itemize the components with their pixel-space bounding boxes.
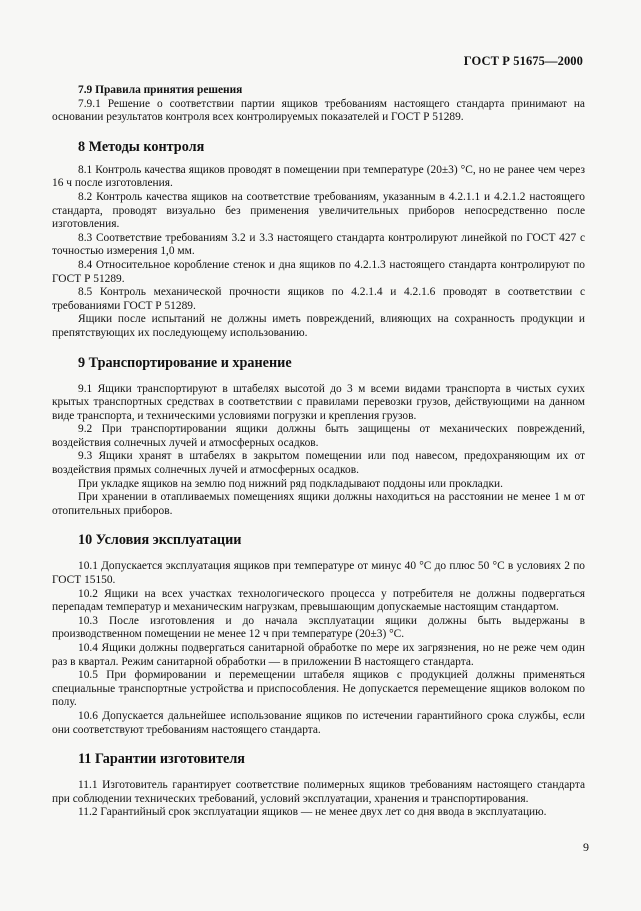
paragraph: 8.3 Соответствие требованиям 3.2 и 3.3 настоящего стандарта контролируют линейкой по ГОСТ 427 с точностью измерения 1,0 мм. [52, 231, 585, 258]
paragraph: 8.4 Относительное коробление стенок и дна ящиков по 4.2.1.3 настоящего стандарта контролируют по ГОСТ Р 51289. [52, 258, 585, 285]
paragraph: 10.5 При формировании и перемещении штабеля ящиков с продукцией должны применяться специальные транспортные устройства и приспособления. Не допускается перемещение ящиков волоком по полу. [52, 669, 585, 709]
paragraph: 10.2 Ящики на всех участках технологического процесса у потребителя не должны подвергаться перепадам температур и механическим нагрузкам, превышающим допускаемые настоящим стандартом. [52, 587, 585, 614]
paragraph: 9.3 Ящики хранят в штабелях в закрытом помещении или под навесом, предохраняющим их от воздействия прямых солнечных лучей и атмосферных осадков. [52, 450, 585, 477]
paragraph: 11.2 Гарантийный срок эксплуатации ящиков — не менее двух лет со дня ввода в эксплуатацию. [78, 806, 547, 819]
paragraph: 8.1 Контроль качества ящиков проводят в помещении при температуре (20±3) °С, но не ранее чем через 16 ч после изготовления. [52, 163, 585, 190]
section-7-9-title: 7.9 Правила принятия решения [78, 84, 243, 96]
paragraph: 10.6 Допускается дальнейшее использование ящиков по истечении гарантийного срока службы, если они соответствуют требованиям настоящего стандарта. [52, 709, 585, 736]
paragraph: При укладке ящиков на землю под нижний ряд подкладывают поддоны или прокладки. [78, 477, 503, 490]
paragraph: 9.1 Ящики транспортируют в штабелях высотой до 3 м всеми видами транспорта в чистых сухих крытых транспортных средствах в соответствии с правилами перевозки грузов, действующими на данном виде транспорта, и техническими условиями погрузки и крепления грузов. [52, 382, 585, 422]
paragraph: 9.2 При транспортировании ящики должны быть защищены от механических повреждений, воздействия солнечных лучей и атмосферных осадков. [52, 423, 585, 449]
paragraph: 8.5 Контроль механической прочности ящиков по 4.2.1.4 и 4.2.1.6 проводят в соответствии с требованиями ГОСТ Р 51289. [52, 286, 585, 312]
paragraph: 10.3 После изготовления и до начала эксплуатации ящики должны быть выдержаны в производственном помещении не менее 12 ч при температуре (20±3) °С. [52, 614, 585, 641]
document-body [52, 84, 585, 820]
page-number: 9 [583, 840, 589, 854]
paragraph: 10.4 Ящики должны подвергаться санитарной обработке по мере их загрязнения, но не реже чем один раз в квартал. Режим санитарной обработки — в приложении В настоящего стандарта. [52, 642, 585, 668]
section-10-title: 10 Условия эксплуатации [78, 532, 242, 549]
paragraph: Ящики после испытаний не должны иметь повреждений, влияющих на сохранность продукции и препятствующих их последующему использованию. [52, 313, 585, 339]
paragraph: 11.1 Изготовитель гарантирует соответствие полимерных ящиков требованиям настоящего стандарта при соблюдении технических требований, условий эксплуатации, хранения и транспортирования. [52, 779, 585, 805]
section-8-title: 8 Методы контроля [78, 138, 205, 155]
paragraph: 8.2 Контроль качества ящиков на соответствие требованиям, указанным в 4.2.1.1 и 4.2.1.2 настоящего стандарта, проводят визуально без применения увеличительных приборов непосредственно после изготовления. [52, 190, 585, 231]
paragraph: 10.1 Допускается эксплуатация ящиков при температуре от минус 40 °С до плюс 50 °С в условиях 2 по ГОСТ 15150. [52, 560, 585, 587]
section-11-title: 11 Гарантии изготовителя [78, 751, 245, 768]
document-id-header: ГОСТ Р 51675—2000 [463, 54, 583, 68]
section-9-title: 9 Транспортирование и хранение [78, 354, 292, 371]
paragraph: 7.9.1 Решение о соответствии партии ящиков требованиям настоящего стандарта принимают на основании результатов контроля всех контролируемых показателей и ГОСТ Р 51289. [52, 97, 585, 124]
paragraph: При хранении в отапливаемых помещениях ящики должны находиться на расстоянии не менее 1 м от отопительных приборов. [52, 491, 585, 517]
